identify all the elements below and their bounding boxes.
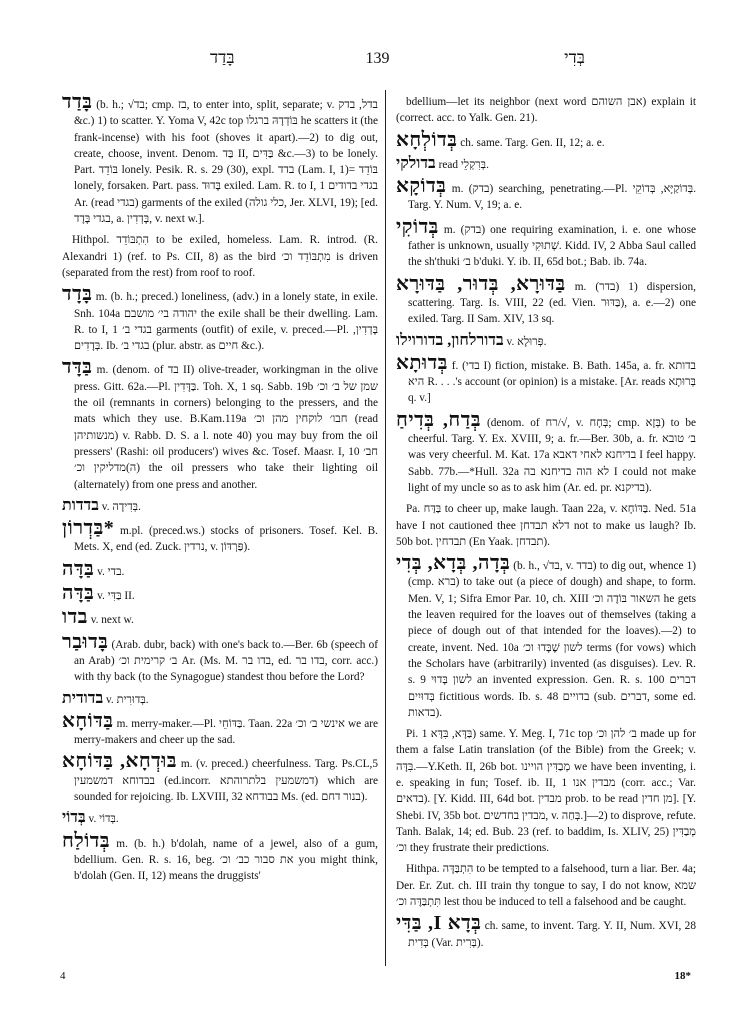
dictionary-entry (62, 232, 378, 281)
dictionary-entry (396, 501, 696, 550)
entry-definition: v. בְּדוֹי. (88, 813, 119, 826)
entry-headword: בּוּדְחָא, בַּדּוֹחָא (62, 750, 178, 773)
entry-definition: Hithpa. הִתְבַּדָּה to be tempted to a falsehood, turn a liar. Ber. 4a; Der. Er. Zut. ch. III train thy tongue to say, I do not know, שמא תִּתְבַּדֶּה וכ׳ lest thou be induced to tell a falsehood and be caught. (396, 863, 696, 909)
column-divider (385, 90, 386, 966)
entry-definition: bdellium—let its neighbor (next word אבן השוהם) explain it (correct. acc. to Yalk. Gen. 21). (396, 96, 696, 125)
header-right-word: בְּדִי (564, 48, 585, 67)
entry-headword: בדורלחון, בדורוילו (396, 331, 504, 349)
entry-definition: m. (בדר) 1) dispersion, scattering. Targ. Is. VIII, 22 (ed. Vien. בַּדּוּר), a. e.—2) one exiled. Targ. II Sam. XIV, 13 sq. (408, 280, 696, 326)
dictionary-entry (396, 861, 696, 910)
entry-headword: בְּדָה, בְּדָא, בְּדִי (396, 552, 511, 575)
entry-headword: בְּדוֹקִי (396, 215, 439, 238)
dictionary-entry (62, 582, 378, 605)
entry-headword: בְּדוֹקָא (396, 175, 447, 198)
dictionary-entry (396, 333, 696, 350)
entry-headword: בְּדָא I, בַּדִּי (396, 912, 482, 935)
entry-headword: בָּדוּבַר (62, 630, 109, 653)
entry-headword: בָּדָד (62, 283, 93, 306)
entry-headword: בַּדָּד (62, 356, 93, 379)
dictionary-entry (62, 630, 378, 686)
dictionary-entry (396, 175, 697, 214)
entry-headword: בַּדָּה (62, 557, 95, 580)
entry-definition: (Arab. dubr, back) with one's back to.—Ber. 6b (speech of an Arab) ב׳ קרימית וכ׳ Ar. (Ms. M. בדו בר, ed. בדו בר, corr. acc.) with thy back (to the Synagogue) standest thou before the Lord? (74, 638, 378, 684)
entry-definition: m. (b. h.; preced.) loneliness, (adv.) in a lonely state, in exile. Snh. 104a יהודה בי׳ מושבם the exile shall be their dwelling. Lam. R. to I, 1 בגדי ב׳ garments (outfit) of exile, v. preced.—Pl. בָּדְדִין, בְּדָדִים. Ib. בגדי ב׳ (plur. abstr. as חיים &c.). (74, 291, 379, 353)
entry-headword: בָּדַד (62, 91, 93, 113)
entry-definition: m. merry-maker.—Pl. בַּדּוֹחֵי. Taan. 22a אינשי ב׳ וכ׳ we are merry-makers and cheer up the sad. (74, 717, 378, 747)
header-left-word: בָּדַד (210, 48, 235, 67)
entry-headword: בְּדַח, בְּדִיחַ (396, 408, 482, 431)
left-column (62, 91, 379, 889)
dictionary-entry (396, 552, 697, 721)
entry-definition: m. (denom. of בד II) olive-treader, workingman in the olive press. Gitt. 62a.—Pl. בַּדָּדִין. Toh. X, 1 sq. Sabb. 19b שמן של ב׳ וכ׳ the oil (remnants in corners) belonging to the pressers, and the mats which they use. B.Kam.119a חבו׳ לוקחין מהן וכ׳ (read מנשותיהן) v. Rabb. D. S. a l. note 40) you may buy from the oil pressers' (Rashi: oil producers') wives &c. Tosef. Maasr. I, 10 חב׳ (ה)מדליקין וכ׳ the oil pressers who take their lighting oil (alternately) from one press and another. (74, 364, 379, 491)
entry-definition: Hithpol. הִתְבּוֹדֵד to be exiled, homeless. Lam. R. introd. (R. Alexandri 1) (ref. to Ps. CII, 8) as the bird מִתְבּוֹדֵד וכ׳ is driven (separated from the rest) from roof to roof. (62, 234, 378, 279)
dictionary-entry (396, 272, 696, 328)
dictionary-entry (62, 606, 378, 629)
entry-definition: Pa. בַּדַּח to cheer up, make laugh. Taan 22a, v. בַּדּוֹחָא. Ned. 51a have I not cautioned thee דלא תבדחן not to make us laugh? Ib. 50b bot. תבדחין (En Yaak. תבדחן). (396, 503, 697, 548)
dictionary-entry (62, 750, 379, 805)
dictionary-entry (396, 912, 696, 951)
entry-headword: בדודית (62, 689, 104, 707)
entry-definition: m. (b. h.) b'dolah, name of a jewel, also of a gum, bdellium. Gen. R. s. 16, beg. את סבור כב׳ וכ׳ you might think, b'dolah (Gen. II, 12) means the druggists' (74, 837, 378, 883)
page-number: 139 (365, 50, 390, 67)
dictionary-entry (62, 91, 379, 227)
entry-headword: בַּדּוּרָא, בְּדוּר, בַּדּוּרָא (396, 272, 566, 295)
entry-headword: בדולקי (396, 154, 436, 172)
dictionary-entry (396, 94, 696, 127)
entry-definition: ch. same, to invent. Targ. Y. II, Num. XVI, 28 בְּדִית (Var. בְּרִית). (408, 920, 696, 949)
entry-definition: v. בדי. (97, 565, 125, 578)
signature-mark: 18* (674, 970, 691, 982)
entry-definition: f. (בדי I) fiction, mistake. B. Bath. 145a, a. fr. בדותא היא R. . . .'s account (or opinion) is a mistake. [Ar. reads בְּרוּתָא q. v.] (408, 359, 696, 405)
entry-definition: v. פְּרוּלָא. (506, 335, 547, 348)
dictionary-entry (62, 691, 378, 708)
entry-headword: בְּדוֹי (62, 809, 86, 827)
right-column (396, 94, 696, 956)
dictionary-entry (396, 408, 697, 496)
entry-definition: m. (בדק) one requiring examination, i. e. one whose father is unknown, usually שְׁתוּקִי. Kidd. IV, 2 Abba Saul called the sh'thuki ב׳ b'duki. Y. ib. II, 65d bot.; Bab. ib. 74a. (408, 223, 696, 269)
page-footer (60, 970, 695, 986)
entry-definition: v. בַּדִּי II. (97, 590, 135, 603)
dictionary-entry (62, 498, 378, 515)
entry-definition: m.pl. (preced.ws.) stocks of prisoners. Tosef. Kel. B. Mets. X, end (ed. Zuck. נרדין, v. פַּרְדּוֹן). (74, 525, 378, 554)
dictionary-entry (62, 283, 379, 354)
entry-headword: בַּדָּה (62, 582, 95, 605)
entry-definition: (b. h., √בד, v. בדד) to dig out, whence 1) (cmp. ברא) to take out (a piece of dough) and shape, to form. Men. V, 1; Sifra Emor Par. 10, ch. XIII השאור בּוֹדֶה וכ׳ he gets the leaven required for the loaves out of themselves (taking a piece of dough out of that intended for the loaves).—2) to create, invent. Ned. 10a לשון שֶׁבָּדוּ וכ׳ terms (for vows) which the Scholars have (arbitrarily) invented (as disguises). Lev. R. s. 9 לשון בָּדוּי an invented expression. Gen. R. s. 100 דברים בְּדוּיִים fictitious words. Ib. s. 48 בדויים (sub. דברים, some ed. בדאות). (408, 560, 697, 719)
entry-definition: (b. h.; √בד; cmp. בז, to enter into, split, separate; v. בדל, בדק &c.) 1) to scatter. Y. Yoma V, 42c top בּוֹדְדָהּ ברגלו he scatters it (the frank-incense) with his foot (shoves it apart).—2) to dig out, create, choose, invent. Denom. בַּד II, בַּדִּים &c.—3) to be lonely. Part. בּוֹדֵד lonely. Pesik. R. s. 29 (30), expl. בדד (Lam. I, 1)= בּוֹדֵד lonely, forsaken. Part. pass. בָּדוּד exiled. Lam. R. to I, 1 בגדי בדודים Ar. (read בגדי) garments of the exiled (כלי גולה, Jer. XLVI, 19); [ed. בגדי בָּדָד, a. בָּדְדִין, v. next w.]. (74, 99, 379, 226)
entry-definition: Pi. בַּדָּא, בִּדָּא 1) same. Y. Meg. I, 71c top ב׳ להן וכ׳ made up for them a false Latin translation (of the Bible) from the Greek; v. בִּדָּה.—Y.Keth. II, 26b bot. מְבַדִּין הויינו we have been inventing, i. e. speaking in fun; Tosef. ib. II, 1 מבדין אנו (corr. acc.; Var. בדאים). [Y. Kidd. III, 64d bot. מבדין prob. to be read מן חדין]. [Y. Shebi. IV, 35b bot. מבדין בחדשים, v. בְּחַה.]—2) to disprove, refute. Tanh. Balak, 14; ed. Bub. 23 (ref. to baddim, Is. XLIV, 25) מְבַדִּין וכ׳ they frustrate their predictions. (396, 728, 697, 855)
dictionary-entry (62, 829, 378, 885)
entry-definition: m. (v. preced.) cheerfulness. Targ. Ps.CL,5 בבדוחא דמשמעין (ed.incorr. דמשמעין בלתרוהתא) which are sounded for rejoicing. Ib. LXVIII, 32 בבודחא Ms. (ed. בנור דחם). (74, 758, 379, 803)
entry-headword: *בַּדְרוֹן (62, 517, 115, 540)
dictionary-entry (396, 215, 696, 271)
page-header (60, 48, 695, 76)
entry-definition: v. בְּדוּרִית. (105, 693, 149, 706)
entry-definition: ch. same. Targ. Gen. II, 12; a. e. (460, 136, 605, 149)
dictionary-entry (62, 709, 378, 749)
dictionary-entry (62, 356, 379, 492)
entry-headword: בְּדוּתָא (396, 351, 448, 374)
footer-mark: 4 (60, 970, 66, 982)
entry-headword: בַּדּוֹחָא (62, 709, 114, 732)
dictionary-entry (396, 156, 696, 173)
dictionary-entry (396, 726, 696, 856)
entry-headword: בְּדוֹלַח (62, 829, 111, 852)
entry-definition: read בְּרִקְלֵי. (438, 158, 489, 171)
entry-headword: בדו (62, 606, 88, 629)
dictionary-entry (62, 810, 378, 827)
dictionary-entry (62, 517, 378, 556)
dictionary-entry (62, 557, 378, 580)
dictionary-entry (396, 128, 696, 151)
dictionary-entry (396, 351, 696, 407)
entry-definition: v. בְּדִידָה. (101, 500, 141, 513)
entry-headword: בְּדוֹלְחָא (396, 128, 458, 151)
entry-definition: (denom. of רח/√, v. בְּחָח; cmp. בְּזָא) to be cheerful. Targ. Y. Ex. XVIII, 9; a. fr.—Ber. 30b, a. fr. ב׳ טובא was very cheerful. M. Kat. 17a בדיחנא לאחי דאבא I feel happy. Sabb. 77b.—*Hull. 32a לא הוה בדיחנא בה I could not make light of my uncle so as to ask him (Ar. ed. pr. בדיקנא). (408, 416, 697, 494)
entry-definition: m. (בדק) searching, penetrating.—Pl. בְּדוֹקַיָּא, בְּדוֹקֵי. Targ. Y. Num. V, 19; a. e. (408, 183, 697, 212)
entry-definition: v. next w. (90, 614, 134, 627)
entry-headword: בדדות (62, 496, 99, 514)
